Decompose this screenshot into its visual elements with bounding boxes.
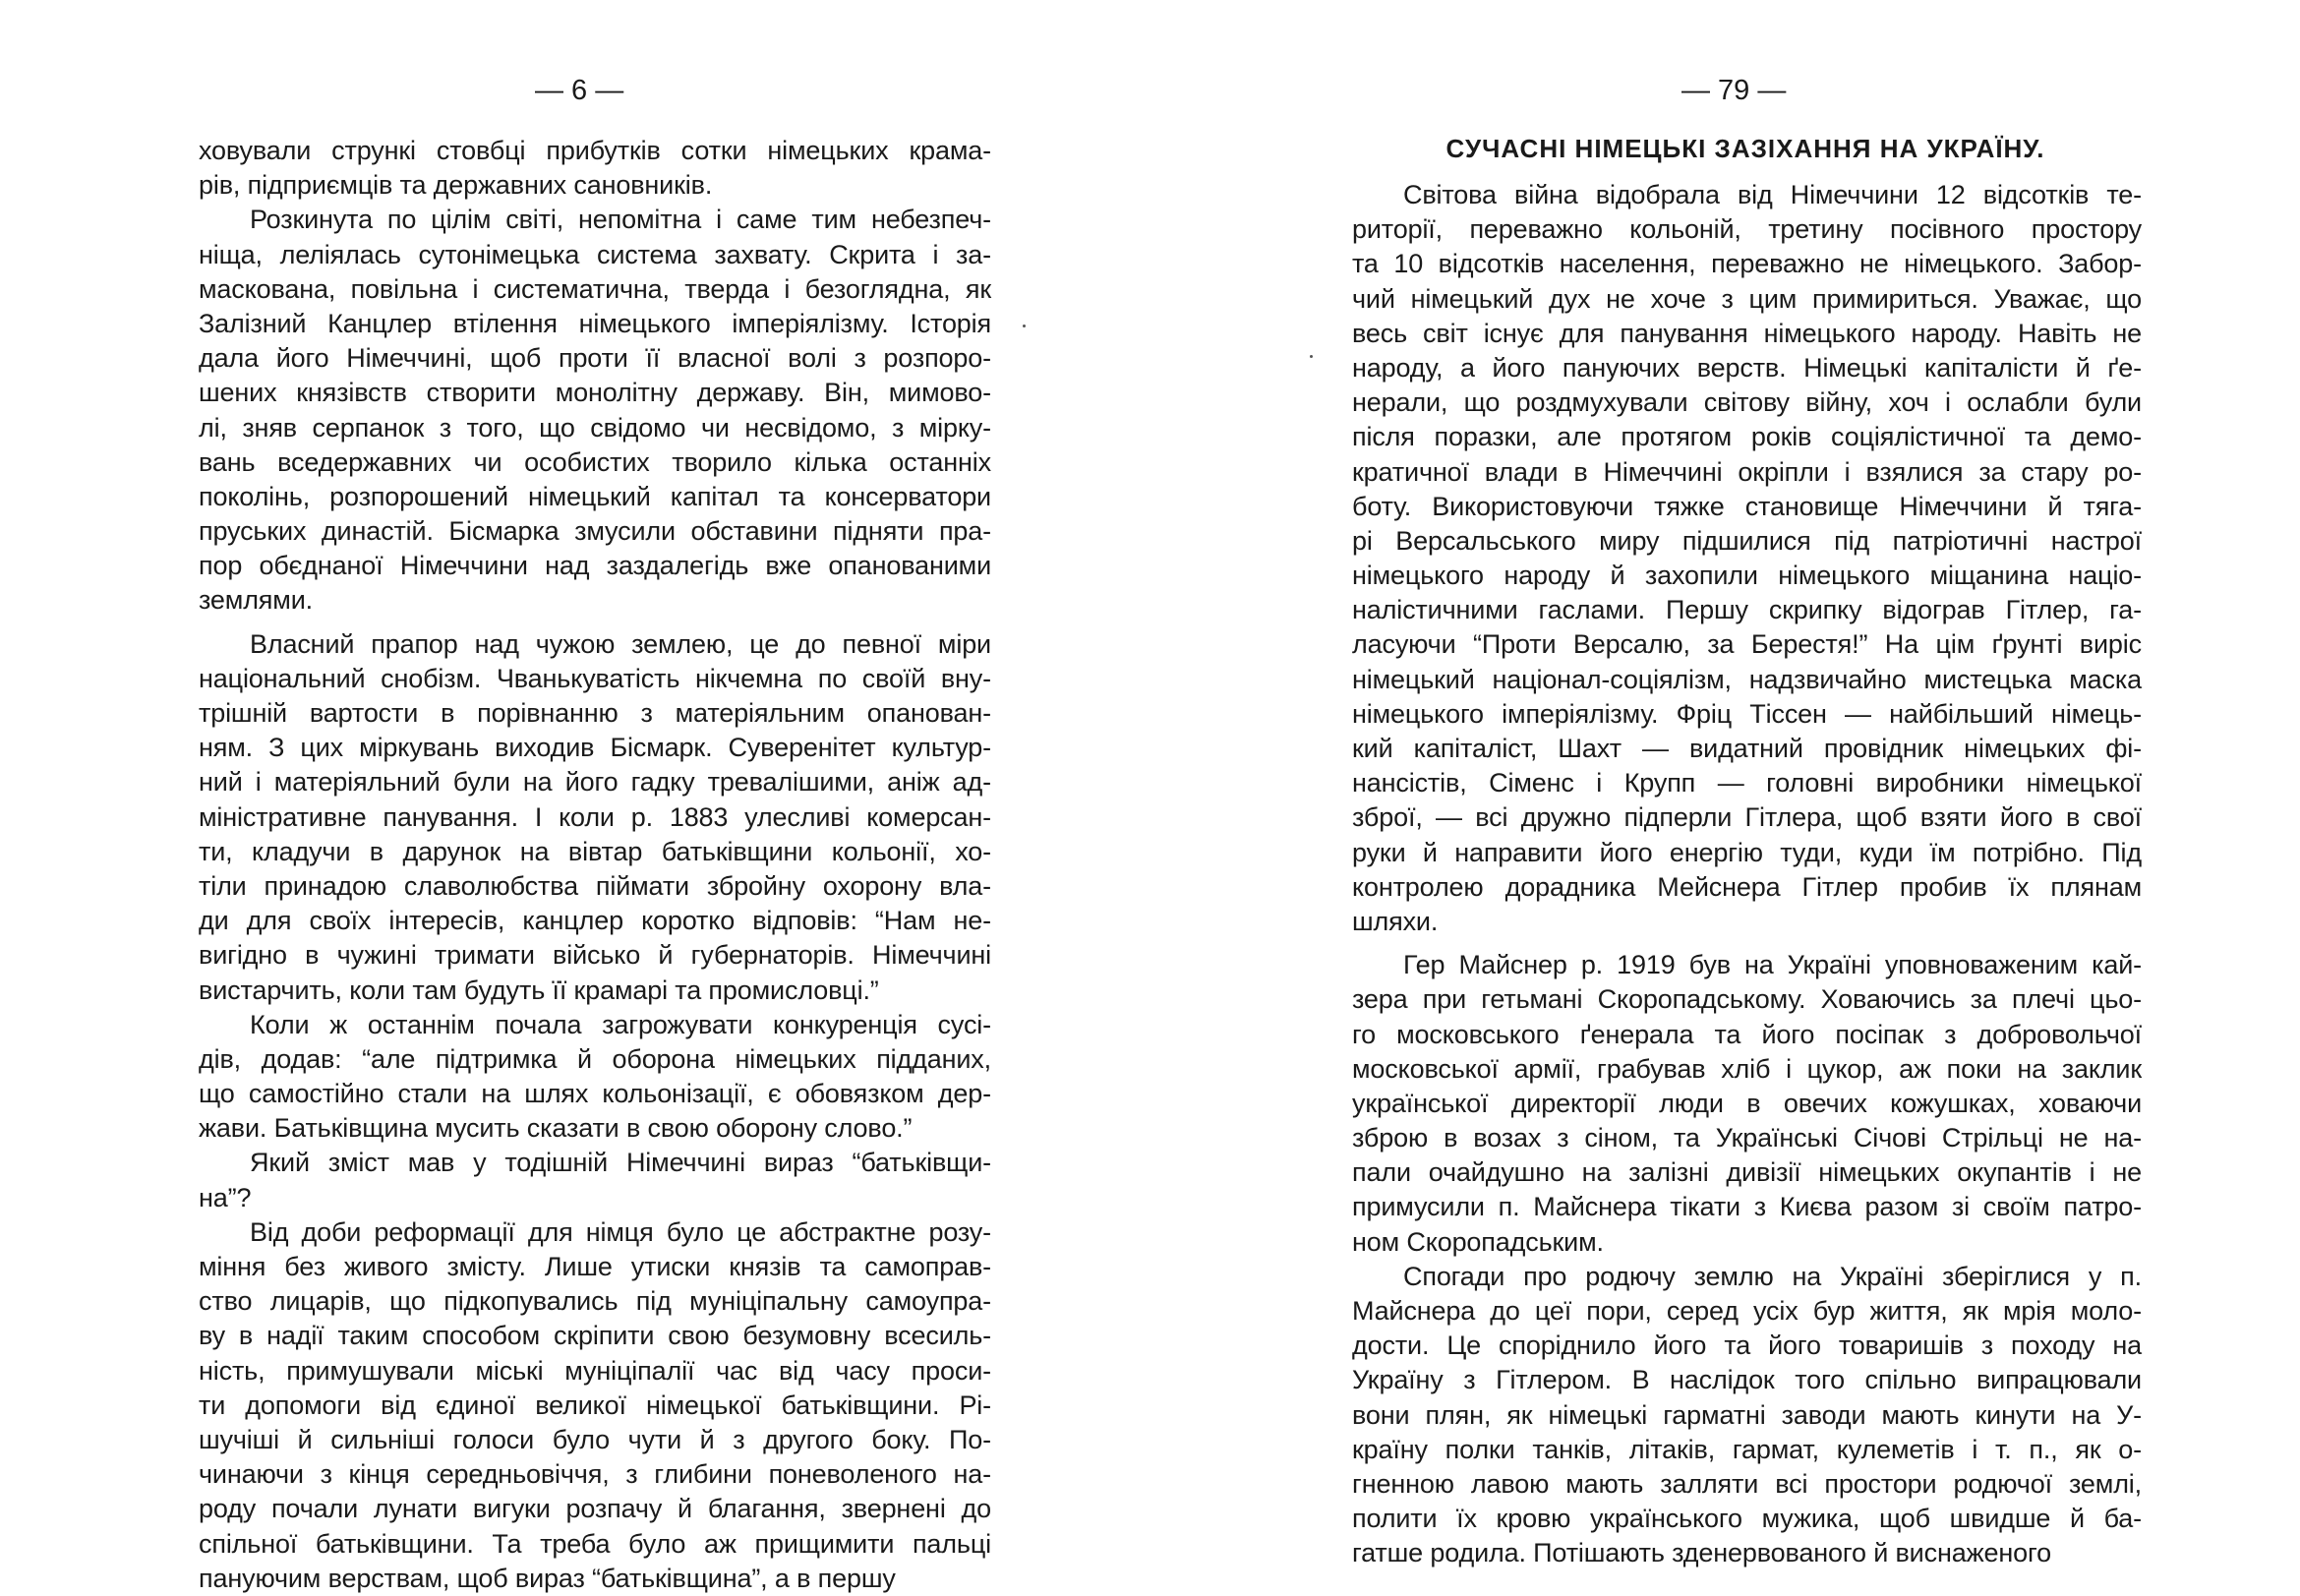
text-line: нансістів, Сіменс і Крупп — головні виробники німецької [1352, 768, 2142, 798]
text-line: дала його Німеччині, щоб проти її власної волі з розпоро- [199, 343, 991, 374]
text-line: поколінь, розпорошений німецький капітал та консерватори [199, 481, 991, 511]
text-line: го московського ґенерала та його посіпак з добровольчої [1352, 1019, 2142, 1049]
text-line: вань вседержавних чи особистих творило кілька останніх [199, 446, 991, 477]
text-line: ховували стрункі стовбці прибутків сотки німецьких крама- [199, 136, 991, 165]
section-heading: СУЧАСНІ НІМЕЦЬКІ ЗАЗІХАННЯ НА УКРАЇНУ. [1445, 134, 2045, 163]
text-line: весь світ існує для панування німецького народу. Навіть не [1352, 318, 2142, 348]
text-line: дів, додав: “але підтримка й оборона німецьких підданих, [199, 1043, 991, 1074]
text-line: примусили п. Майснера тікати з Києва разом зі своїм патро- [1352, 1192, 2142, 1222]
text-line: шляхи. [1352, 906, 1439, 936]
page-number-left: — 6 — [535, 75, 624, 106]
text-line: руки й направити його енергію туди, куди їм потрібно. Під [1352, 837, 2142, 867]
text-line: полити їх кровю українського мужика, щоб швидше й ба- [1352, 1504, 2142, 1534]
text-line: ди для своїх інтересів, канцлер коротко відповів: “Нам не- [199, 906, 991, 936]
text-line: чий німецький дух не хоче з цим примириться. Уважає, що [1352, 283, 2142, 314]
text-line: німецького народу й захопили німецького міщанина націо- [1352, 561, 2142, 591]
text-line: Гер Майснер р. 1919 був на Україні уповноваженим кай- [1403, 950, 2142, 980]
text-line: шених князівств створити монолітну державу. Він, мимово- [199, 378, 991, 408]
paragraph [199, 627, 991, 1008]
text-line: Спогади про родючу землю на Україні зберіглися у п. [1403, 1261, 2142, 1291]
text-line: Світова війна відобрала від Німеччини 12 відсотків те- [1403, 180, 2142, 209]
text-line: нерали, що роздмухували світову війну, хоч і ослабли були [1352, 387, 2142, 418]
text-line: риторії, переважно кольоній, третину посівного простору [1352, 214, 2142, 245]
text-line: зброї, — всі дружно підперли Гітлера, щоб взяти його в свої [1352, 802, 2142, 833]
paragraph-gap [1352, 939, 2142, 948]
page-number-right: — 79 — [1681, 75, 1787, 106]
print-speck [1310, 355, 1313, 358]
left-page-text [199, 134, 991, 1596]
text-line: ство лицарів, що підкопувались під муніціпальну самоупра- [199, 1286, 991, 1317]
print-speck [1023, 325, 1026, 327]
text-line: ти допомоги від єдиної великої німецької батьківщини. Рі- [199, 1389, 991, 1420]
text-line: рів, підприємців та державних сановників. [199, 170, 713, 201]
paragraph [1352, 178, 2142, 939]
text-line: міння без живого змісту. Лише утиски князів та самоправ- [199, 1252, 991, 1281]
text-line: дости. Це споріднило його та його товаришів з походу на [1352, 1330, 2142, 1361]
text-line: національний снобізм. Чванькуватість нікчемна по своїй вну- [199, 663, 991, 693]
text-line: контролею дорадника Мейснера Гітлер пробив їх плянам [1352, 871, 2142, 902]
text-line: української директорії люди в овечих кожушках, ховаючи [1352, 1088, 2142, 1118]
text-line: пор обєднаної Німеччини над заздалегідь вже опанованими [199, 551, 991, 581]
text-line: ву в надії таким способом скріпити свою безумовну всесиль- [199, 1321, 991, 1351]
paragraph [199, 1146, 991, 1214]
text-line: країну полки танків, літаків, гармат, кулеметів і т. п., як о- [1352, 1434, 2142, 1464]
right-page-text [1352, 178, 2142, 1571]
text-line: землями. [199, 585, 313, 616]
text-line: ням. З цих міркувань виходив Бісмарк. Суверенітет культур- [199, 733, 991, 763]
text-line: вони плян, як німецькі гарматні заводи мають кинути на У- [1352, 1399, 2142, 1430]
paragraph [1352, 1260, 2142, 1571]
paragraph [199, 1215, 991, 1596]
text-line: ніща, леліялась сутонімецька система захвату. Скрита і за- [199, 239, 991, 269]
paragraph [199, 134, 991, 203]
text-line: на”? [199, 1182, 252, 1212]
text-line: ласуючи “Проти Версалю, за Берестя!” На цім ґрунті виріс [1352, 629, 2142, 660]
text-line: Який зміст мав у тодішній Німеччині вираз “батьківщи- [250, 1148, 991, 1178]
text-line: гненною лавою мають залляти всі простори родючої землі, [1352, 1468, 2142, 1499]
text-line: боту. Використовуючи тяжке становище Німеччини й тяга- [1352, 491, 2142, 521]
text-line: Розкинута по цілім світі, непомітна і саме тим небезпеч- [250, 205, 991, 235]
text-line: міністративне панування. І коли р. 1883 улесливі комерсан- [199, 801, 991, 832]
paragraph [1352, 948, 2142, 1260]
text-line: тіли принадою славолюбства піймати збройну охорону вла- [199, 870, 991, 901]
text-line: німецький націонал-соціялізм, надзвичайно мистецька маска [1352, 664, 2142, 694]
text-line: Майснера до цеї пори, серед усіх бур життя, як мрія моло- [1352, 1296, 2142, 1326]
text-line: пануючим верствам, щоб вираз “батьківщина”, а в першу [199, 1563, 896, 1593]
text-line: роду почали лунати вигуки розпачу й благання, звернені до [199, 1494, 991, 1524]
text-line: народу, а його пануючих верств. Німецькі капіталісти й ґе- [1352, 352, 2142, 383]
text-line: Залізний Канцлер втілення німецького імперіялізму. Історія [199, 308, 991, 338]
text-line: чинаючи з кінця середньовіччя, з глибини поневоленого на- [199, 1459, 991, 1490]
text-line: лі, зняв серпанок з того, що свідомо чи несвідомо, з мірку- [199, 412, 991, 443]
text-line: німецького імперіялізму. Фріц Тіссен — найбільший німець- [1352, 698, 2142, 729]
text-line: зброю в возах з сіном, та Українські Січові Стрільці не на- [1352, 1123, 2142, 1153]
text-line: Україну з Гітлером. В наслідок того спільно випрацювали [1352, 1365, 2142, 1395]
text-line: ний і матеріяльний були на його гадку тревалішими, аніж ад- [199, 767, 991, 798]
text-line: Власний прапор над чужою землею, це до певної міри [250, 628, 991, 659]
text-line: після поразки, але протягом років соціялістичної та демо- [1352, 422, 2142, 452]
text-line: маскована, повільна і систематична, тверда і безоглядна, як [199, 273, 991, 304]
text-line: трішній вартости в порівнанню з матеріяльним опанован- [199, 698, 991, 728]
text-line: Від доби реформації для німця було це абстрактне розу- [250, 1216, 991, 1247]
right-page [1150, 0, 2300, 1596]
text-line: зера при гетьмані Скоропадському. Ховаючись за плечі цьо- [1352, 984, 2142, 1015]
text-line: рі Версальського миру підшилися під патріотичні настрої [1352, 525, 2142, 556]
text-line: налістичними гаслами. Першу скрипку відограв Гітлер, га- [1352, 595, 2142, 625]
text-line: шучіші й сильніші голоси було чути й з другого боку. По- [199, 1424, 991, 1454]
text-line: спільної батьківщини. Та треба було аж прищимити пальці [199, 1528, 991, 1559]
text-line: кратичної влади в Німеччині окріпли і взялися за стару ро- [1352, 456, 2142, 487]
text-line: жави. Батьківщина мусить сказати в свою оборону слово.” [199, 1113, 913, 1144]
text-line: ність, примушували міські муніціпалії час від часу проси- [199, 1355, 991, 1386]
text-line: та 10 відсотків населення, переважно не німецького. Забор- [1352, 249, 2142, 279]
text-line: ном Скоропадським. [1352, 1226, 1604, 1257]
paragraph [199, 203, 991, 618]
text-line: ти, кладучи в дарунок на вівтар батьківщини кольонії, хо- [199, 836, 991, 866]
paragraph [199, 1008, 991, 1147]
text-line: кий капіталіст, Шахт — видатний провідник німецьких фі- [1352, 734, 2142, 763]
text-line: пали очайдушно на залізні дивізії німецьких окупантів і не [1352, 1157, 2142, 1188]
text-line: московської армії, грабував хліб і цукор, аж поки на заклик [1352, 1053, 2142, 1084]
text-line: вигідно в чужині тримати військо й губернаторів. Німеччині [199, 940, 991, 971]
text-line: що самостійно стали на шлях кольонізації, є обовязком дер- [199, 1079, 991, 1109]
paragraph-gap [199, 619, 991, 627]
text-line: пруських династій. Бісмарка змусили обставини підняти пра- [199, 516, 991, 547]
text-line: гатше родила. Потішають зденервованого й виснаженого [1352, 1538, 2051, 1568]
text-line: вистарчить, коли там будуть її крамарі та промисловці.” [199, 975, 879, 1005]
text-line: Коли ж останнім почала загрожувати конкуренція сусі- [250, 1009, 991, 1039]
